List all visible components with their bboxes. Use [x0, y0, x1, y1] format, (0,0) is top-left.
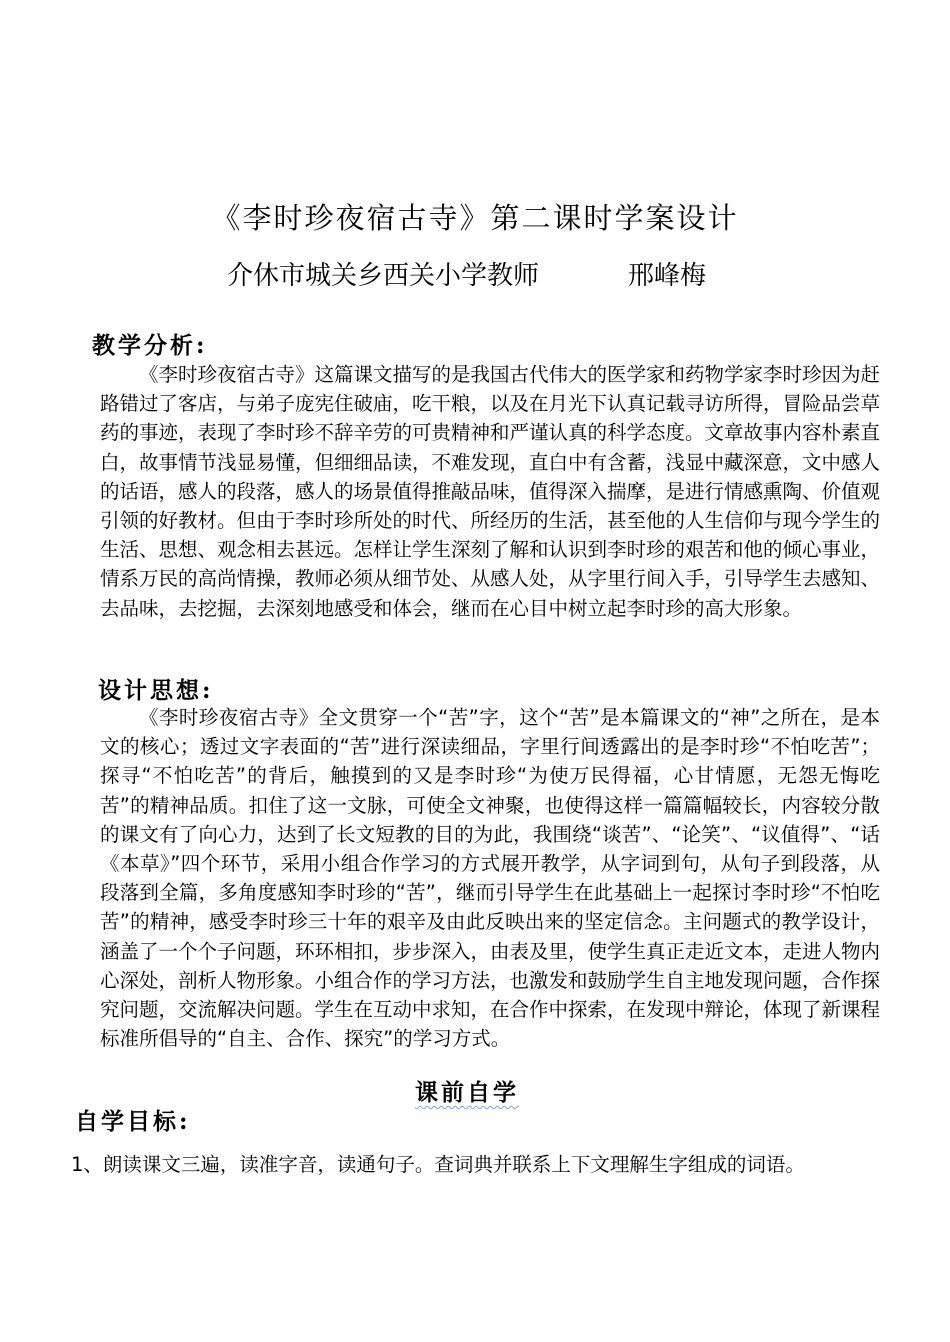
author-affiliation: 介休市城关乡西关小学教师 — [227, 261, 540, 291]
author-name: 邢峰梅 — [628, 261, 707, 291]
design-heading: 设计思想: — [98, 677, 214, 704]
analysis-paragraph: 《李时珍夜宿古寺》这篇课文描写的是我国古代伟大的医学家和药物学家李时珍因为赶路错过了客店，与弟子庞宪住破庙，吃干粮，以及在月光下认真记载寻访所得，冒险品尝草药的事迹，表现了李时珍不辞辛劳的可贵精神和严谨认真的科学态度。文章故事内容朴素直白，故事情节浅显易懂，但细细品读，不难发现，直白中有含蓄，浅显中藏深意，文中感人的话语，感人的段落，感人的场景值得推敲品味，值得深入揣摩，是进行情感熏陶、价值观引领的好教材。但由于李时珍所处的时代、所经历的生活，甚至他的人生信仰与现今学生的生活、思想、观念相去甚远。怎样让学生深刻了解和认识到李时珍的艰苦和他的倾心事业，情系万民的高尚情操，教师必须从细节处、从感人处，从字里行间入手，引导学生去感知、去品味，去挖掘，去深刻地感受和体会，继而在心目中树立起李时珍的高大形象。 — [100, 363, 881, 620]
preview-heading: 课前自学 — [415, 1079, 519, 1106]
analysis-heading: 教学分析: — [92, 332, 208, 359]
design-paragraph: 《李时珍夜宿古寺》全文贯穿一个“苦”字，这个“苦”是本篇课文的“神”之所在，是本文的核心；透过文字表面的“苦”进行深读细品，字里行间透露出的是李时珍“不怕吃苦”；探寻“不怕吃苦”的背后，触摸到的又是李时珍“为使万民得福，心甘情愿，无怨无悔吃苦”的精神品质。扣住了这一文脉，可使全文神聚，也使得这样一篇篇幅较长，内容较分散的课文有了向心力，达到了长文短教的目的为此，我围绕“谈苦”、“论笑”、“议值得”、“话《本草》”四个环节，采用小组合作学习的方式展开教学，从字词到句，从句子到段落，从段落到全篇，多角度感知李时珍的“苦”，继而引导学生在此基础上一起探讨李时珍“不怕吃苦”的精神，感受李时珍三十年的艰辛及由此反映出来的坚定信念。主问题式的教学设计，涵盖了一个个子问题，环环相扣，步步深入，由表及里，使学生真正走近文本，走进人物内心深处，剖析人物形象。小组合作的学习方法，也激发和鼓励学生自主地发现问题，合作探究问题，交流解决问题。学生在互动中求知，在合作中探索，在发现中辩论，体现了新课程标准所倡导的“自主、合作、探究”的学习方式。 — [100, 706, 881, 1051]
document-title: 《李时珍夜宿古寺》第二课时学案设计 — [211, 201, 739, 235]
goal-item: 1、朗读课文三遍，读准字音，读通句子。查词典并联系上下文理解生字组成的词语。 — [71, 1153, 805, 1176]
goals-heading: 自学目标: — [75, 1108, 191, 1135]
